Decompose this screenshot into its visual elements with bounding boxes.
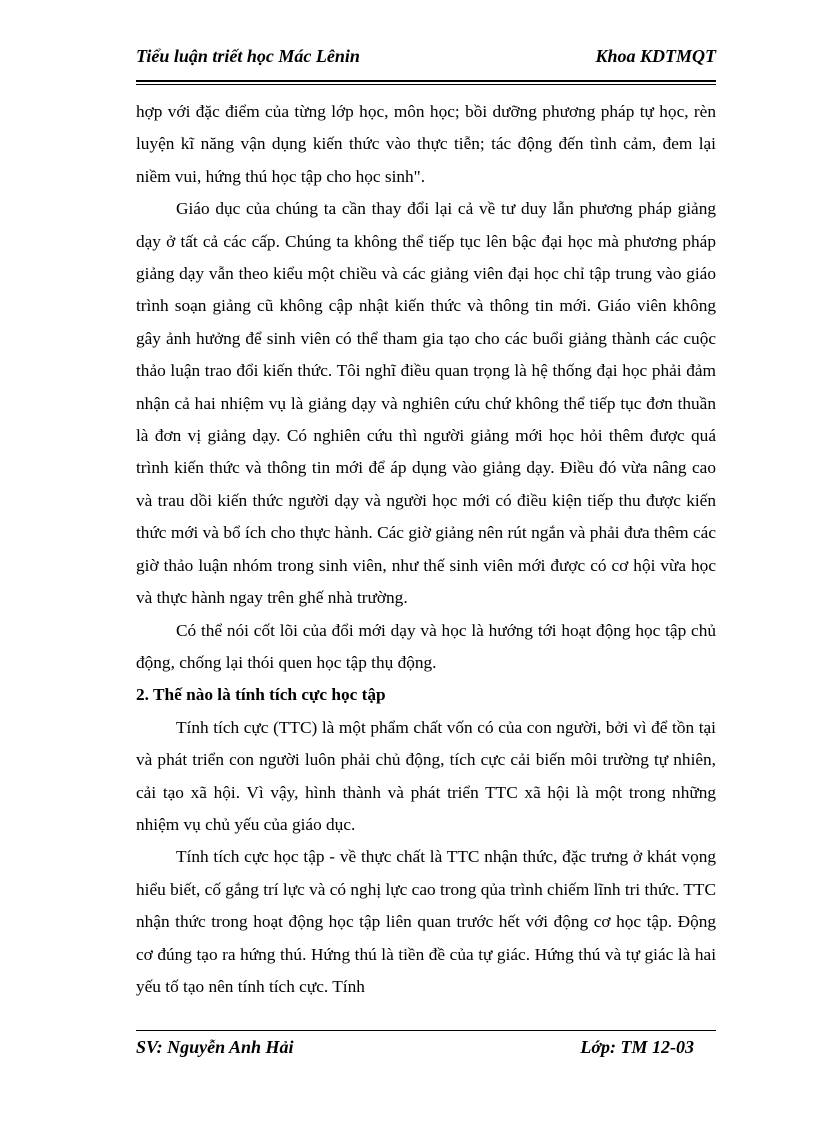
paragraph-2: Giáo dục của chúng ta cần thay đổi lại cả về tư duy lẫn phương pháp giảng dạy ở tất cả các cấp. Chúng ta không thể tiếp tục lên bậc đại học mà phương pháp giảng dạy vẫn theo kiểu một chiều và các giảng viên đại học chỉ tập trung vào giáo trình soạn giảng cũ không cập nhật kiến thức và thông tin mới. Giáo viên không gây ảnh hưởng để sinh viên có thể tham gia tạo cho các buổi giảng thành các cuộc thảo luận trao đổi kiến thức. Tôi nghĩ điều quan trọng là hệ thống đại học phải đảm nhận cả hai nhiệm vụ là giảng dạy và nghiên cứu chứ không thể tiếp tục đơn thuần là đơn vị giảng dạy. Có nghiên cứu thì người giảng mới học hỏi thêm được quá trình kiến thức và thông tin mới để áp dụng vào giảng dạy. Điều đó vừa nâng cao và trau dồi kiến thức người dạy và người học mới có điều kiện tiếp thu được kiến thức mới và bổ ích cho thực hành. Các giờ giảng nên rút ngắn và phải đưa thêm các giờ thảo luận nhóm trong sinh viên, như thế sinh viên mới được có cơ hội vừa học và thực hành ngay trên ghế nhà trường. xyxy=(136,199,716,608)
document-body xyxy=(136,96,716,1003)
paragraph-1: hợp với đặc điểm của từng lớp học, môn học; bồi dưỡng phương pháp tự học, rèn luyện kĩ năng vận dụng kiến thức vào thực tiễn; tác động đến tình cảm, đem lại niềm vui, hứng thú học tập cho học sinh". xyxy=(136,102,716,186)
footer-divider xyxy=(136,1030,716,1031)
paragraph-3: Có thể nói cốt lõi của đổi mới dạy và học là hướng tới hoạt động học tập chủ động, chống lại thói quen học tập thụ động. xyxy=(136,620,716,672)
footer-student-name: SV: Nguyễn Anh Hải xyxy=(136,1037,294,1057)
paragraph-4: Tính tích cực (TTC) là một phẩm chất vốn có của con người, bởi vì để tồn tại và phát triển con người luôn phải chủ động, tích cực cải biến môi trường tự nhiên, cải tạo xã hội. Vì vậy, hình thành và phát triển TTC xã hội là một trong những nhiệm vụ chủ yếu của giáo dục. xyxy=(136,717,716,834)
header-divider-thin xyxy=(136,84,716,85)
header-divider xyxy=(136,80,716,82)
section-heading: 2. Thế nào là tính tích cực học tập xyxy=(136,685,386,705)
page-header xyxy=(136,46,716,78)
header-faculty: Khoa KDTMQT xyxy=(595,46,716,66)
header-course-title: Tiểu luận triết học Mác Lênin xyxy=(136,46,360,66)
paragraph-5: Tính tích cực học tập - về thực chất là TTC nhận thức, đặc trưng ở khát vọng hiểu biết, cố gắng trí lực và có nghị lực cao trong qủa trình chiếm lĩnh tri thức. TTC nhận thức trong hoạt động học tập liên quan trước hết với động cơ học tập. Động cơ đúng tạo ra hứng thú. Hứng thú là tiền đề của tự giác. Hứng thú và tự giác là hai yếu tố tạo nên tính tích cực. Tính xyxy=(136,847,716,996)
footer-class: Lớp: TM 12-03 xyxy=(580,1037,694,1057)
page-footer xyxy=(136,1037,716,1067)
